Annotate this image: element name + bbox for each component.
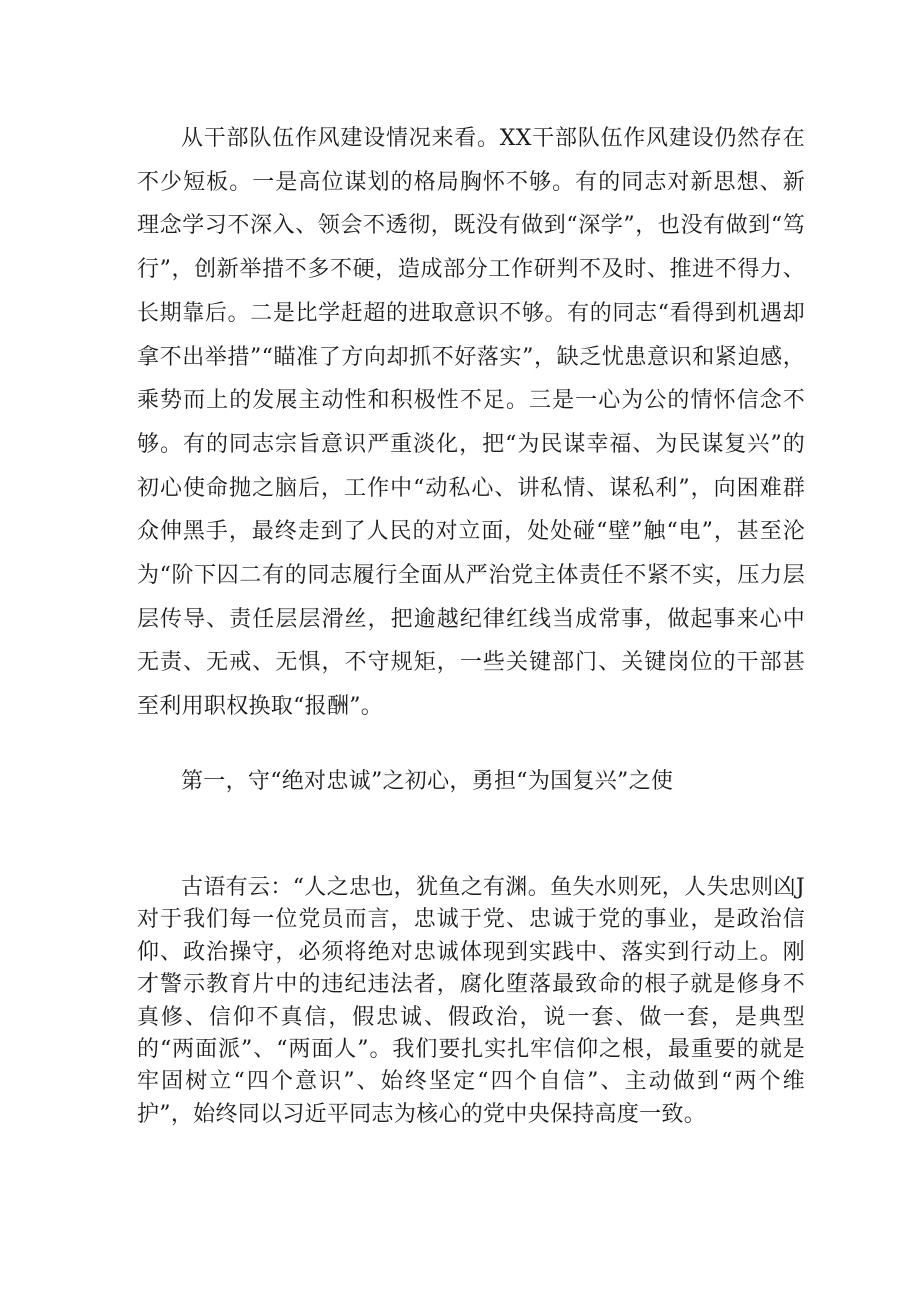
body-paragraph-1: 从干部队伍作风建设情况来看。XX干部队伍作风建设仍然存在不少短板。一是高位谋划的格局胸怀不够。有的同志对新思想、新理念学习不深入、领会不透彻，既没有做到“深学”，也没有做到“笃行”，创新举措不多不硬，造成部分工作研判不及时、推进不得力、长期靠后。二是比学赶超的进取意识不够。有的同志“看得到机遇却拿不出举措”“瞄准了方向却抓不好落实”，缺乏忧患意识和紧迫感，乘势而上的发展主动性和积极性不足。三是一心为公的情怀信念不够。有的同志宗旨意识严重淡化，把“为民谋幸福、为民谋复兴”的初心使命抛之脑后，工作中“动私心、讲私情、谋私利”，向困难群众伸黑手，最终走到了人民的对立面，处处碰“壁”触“电”，甚至沦为“阶下囚二有的同志履行全面从严治党主体责任不紧不实，压力层层传导、责任层层滑丝，把逾越纪律红线当成常事，做起事来心中无责、无戒、无惧，不守规矩，一些关键部门、关键岗位的干部甚至利用职权换取“报酬”。: [137, 126, 805, 720]
body-paragraph-2: 古语有云：“人之忠也，犹鱼之有渊。鱼失水则死，人失忠则凶J对于我们每一位党员而言，忠诚于党、忠诚于党的事业，是政治信仰、政治操守，必须将绝对忠诚体现到实践中、落实到行动上。刚才警示教育片中的违纪违法者，腐化堕落最致命的根子就是修身不真修、信仰不真信，假忠诚、假政治，说一套、做一套，是典型的“两面派”、“两面人”。我们要扎实扎牢信仰之根，最重要的就是牢固树立“四个意识”、始终坚定“四个自信”、主动做到“两个维护”，始终同以习近平同志为核心的党中央保持高度一致。: [137, 875, 805, 1127]
section-heading: 第一，守“绝对忠诚”之初心，勇担“为国复兴”之使: [181, 769, 674, 794]
